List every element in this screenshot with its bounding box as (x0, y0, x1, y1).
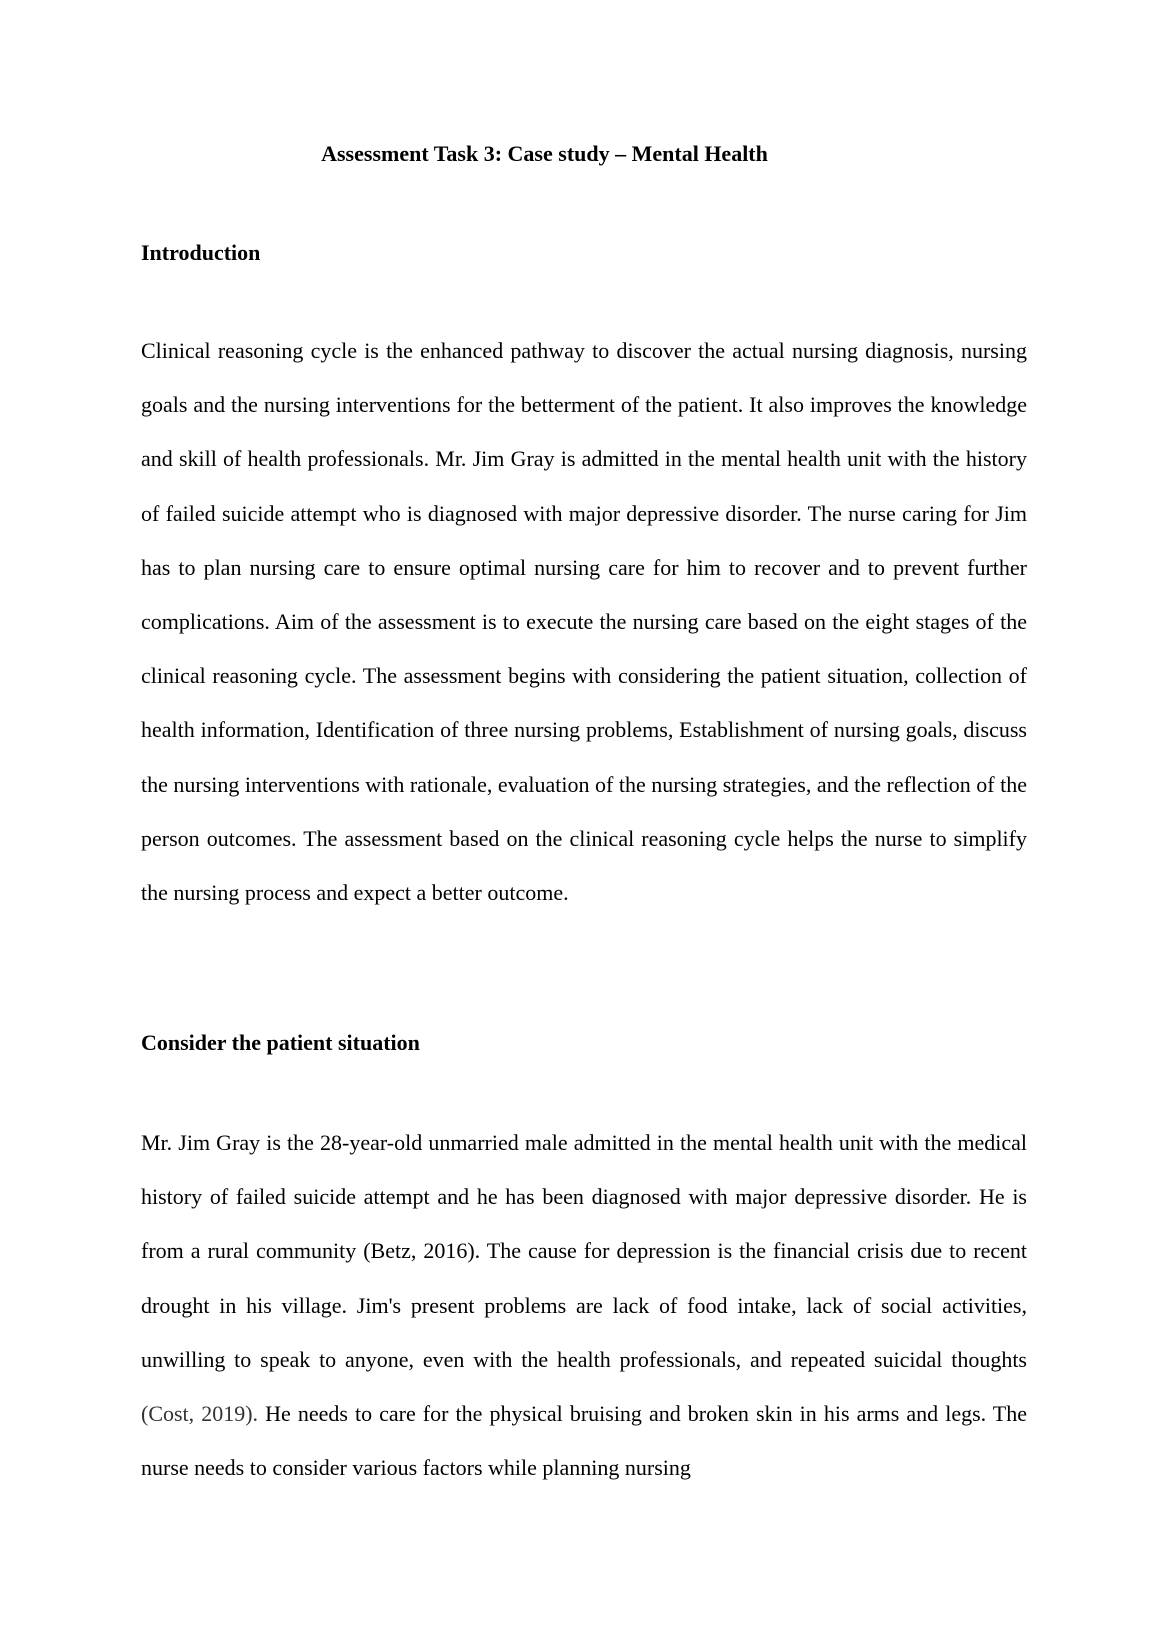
document-title: Assessment Task 3: Case study – Mental Health (321, 141, 768, 166)
introduction-paragraph: Clinical reasoning cycle is the enhanced pathway to discover the actual nursing diagnosis, nursing goals and the nursing interventions for the betterment of the patient. It also improves the knowledge and skill of health professionals. Mr. Jim Gray is admitted in the mental health unit with the history of failed suicide attempt who is diagnosed with major depressive disorder. The nurse caring for Jim has to plan nursing care to ensure optimal nursing care for him to recover and to prevent further complications. Aim of the assessment is to execute the nursing care based on the eight stages of the clinical reasoning cycle. The assessment begins with considering the patient situation, collection of health information, Identification of three nursing problems, Establishment of nursing goals, discuss the nursing interventions with rationale, evaluation of the nursing strategies, and the reflection of the person outcomes. The assessment based on the clinical reasoning cycle helps the nurse to simplify the nursing process and expect a better outcome. (141, 338, 1027, 906)
citation: (Cost, 2019). (141, 1401, 259, 1427)
paragraph-text-part2: He needs to care for the physical bruising and broken skin in his arms and legs. The nurse needs to consider various factors while planning nursing (141, 1401, 1027, 1481)
patient-situation-paragraph (141, 1116, 1027, 1495)
paragraph-text-part1: Mr. Jim Gray is the 28-year-old unmarried male admitted in the mental health unit with the medical history of failed suicide attempt and he has been diagnosed with major depressive disorder. He is from a rural community (Betz, 2016). The cause for depression is the financial crisis due to recent drought in his village. Jim's present problems are lack of food intake, lack of social activities, unwilling to speak to anyone, even with the health professionals, and repeated suicidal thoughts (141, 1130, 1027, 1372)
section-heading-introduction: Introduction (141, 240, 261, 265)
section-heading-patient-situation: Consider the patient situation (141, 1030, 420, 1055)
